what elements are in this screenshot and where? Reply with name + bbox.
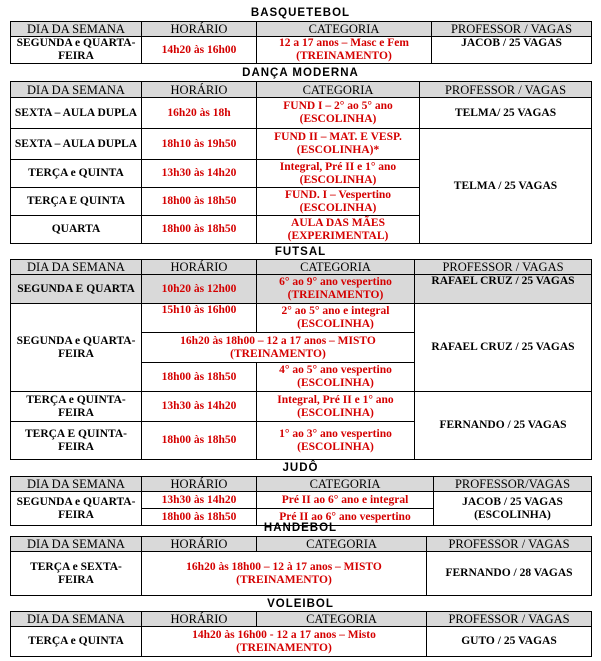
cell-categoria: 4° ao 5° ano vespertino (ESCOLINHA) — [257, 363, 415, 392]
header-categoria: CATEGORIA — [257, 260, 415, 275]
judo-title: JUDÔ — [282, 462, 319, 474]
voleibol-table — [10, 611, 592, 657]
header-horario: HORÁRIO — [142, 612, 257, 627]
header-horario: HORÁRIO — [142, 477, 257, 492]
cell-horario: 10h20 às 12h00 — [142, 275, 257, 304]
cell-professor: RAFAEL CRUZ / 25 VAGAS — [415, 275, 592, 304]
cell-horario: 18h00 às 18h50 — [142, 188, 257, 216]
cell-professor: GUTO / 25 VAGAS — [427, 627, 592, 657]
cell-dia: SEGUNDA E QUARTA — [11, 275, 142, 304]
cell-categoria: 1° ao 3° ano vespertino (ESCOLINHA) — [257, 422, 415, 460]
cell-dia: TERÇA E QUINTA-FEIRA — [11, 422, 142, 460]
voleibol-title: VOLEIBOL — [267, 598, 334, 610]
header-professor: PROFESSOR/VAGAS — [434, 477, 592, 492]
header-professor: PROFESSOR / VAGAS — [427, 537, 592, 552]
handebol-table — [10, 536, 592, 596]
cell-dia: TERÇA e QUINTA — [11, 160, 142, 188]
basquetebol-table — [10, 21, 592, 64]
cell-horario: 18h00 às 18h50 — [142, 509, 257, 526]
cell-dia: TERÇA e QUINTA — [11, 627, 142, 657]
header-dia: DIA DA SEMANA — [11, 537, 142, 552]
cell-categoria: AULA DAS MÃES (EXPERIMENTAL) — [257, 216, 420, 244]
header-horario: HORÁRIO — [142, 537, 257, 552]
header-dia: DIA DA SEMANA — [11, 22, 142, 37]
cell-professor: FERNANDO / 28 VAGAS — [427, 552, 592, 596]
cell-categoria: 2° ao 5° ano e integral (ESCOLINHA) — [257, 304, 415, 333]
header-horario: HORÁRIO — [142, 22, 257, 37]
cell-horario-categoria: 16h20 às 18h00 – 12 a 17 anos – MISTO (TREINAMENTO) — [142, 333, 415, 363]
cell-categoria: Integral, Pré II e 1° ano (ESCOLINHA) — [257, 160, 420, 188]
header-horario: HORÁRIO — [142, 82, 257, 98]
cell-dia: SEGUNDA e QUARTA-FEIRA — [11, 304, 142, 392]
header-dia: DIA DA SEMANA — [11, 612, 142, 627]
basquetebol-title: BASQUETEBOL — [250, 7, 351, 19]
header-professor: PROFESSOR / VAGAS — [415, 260, 592, 275]
cell-categoria: 6° ao 9° ano vespertino (TREINAMENTO) — [257, 275, 415, 304]
cell-horario: 13h30 às 14h20 — [142, 392, 257, 422]
cell-horario: 16h20 às 18h — [142, 98, 257, 129]
cell-dia: SEXTA – AULA DUPLA — [11, 98, 142, 129]
cell-categoria: Pré II ao 6° ano e integral — [257, 492, 434, 509]
judo-table — [10, 476, 592, 526]
header-professor: PROFESSOR / VAGAS — [427, 612, 592, 627]
header-categoria: CATEGORIA — [257, 22, 432, 37]
cell-horario: 13h30 às 14h20 — [142, 160, 257, 188]
cell-horario: 18h00 às 18h50 — [142, 216, 257, 244]
cell-dia: TERÇA E QUINTA — [11, 188, 142, 216]
cell-dia: SEGUNDA e QUARTA-FEIRA — [11, 492, 142, 526]
futsal-table — [10, 259, 592, 460]
cell-professor: FERNANDO / 25 VAGAS — [415, 392, 592, 460]
handebol-title: HANDEBOL — [263, 522, 338, 534]
cell-professor: RAFAEL CRUZ / 25 VAGAS — [415, 304, 592, 392]
danca-table — [10, 81, 592, 244]
cell-horario-categoria: 14h20 às 16h00 - 12 a 17 anos – Misto (TREINAMENTO) — [142, 627, 427, 657]
cell-professor: TELMA / 25 VAGAS — [420, 129, 592, 244]
cell-professor: TELMA/ 25 VAGAS — [420, 98, 592, 129]
header-dia: DIA DA SEMANA — [11, 82, 142, 98]
cell-categoria: FUND. I – Vespertino (ESCOLINHA) — [257, 188, 420, 216]
header-dia: DIA DA SEMANA — [11, 477, 142, 492]
cell-horario: 18h00 às 18h50 — [142, 363, 257, 392]
cell-dia: TERÇA e SEXTA-FEIRA — [11, 552, 142, 596]
cell-professor: JACOB / 25 VAGAS — [432, 37, 592, 64]
cell-horario-categoria: 16h20 às 18h00 – 12 à 17 anos – MISTO (TREINAMENTO) — [142, 552, 427, 596]
cell-categoria: FUND I – 2° ao 5° ano (ESCOLINHA) — [257, 98, 420, 129]
header-categoria: CATEGORIA — [257, 477, 434, 492]
cell-categoria: 12 a 17 anos – Masc e Fem (TREINAMENTO) — [257, 37, 432, 64]
cell-categoria: Pré II ao 6° ano vespertino — [257, 509, 434, 526]
cell-horario: 13h30 às 14h20 — [142, 492, 257, 509]
header-professor: PROFESSOR / VAGAS — [432, 22, 592, 37]
header-professor: PROFESSOR / VAGAS — [420, 82, 592, 98]
header-dia: DIA DA SEMANA — [11, 260, 142, 275]
header-categoria: CATEGORIA — [257, 82, 420, 98]
cell-dia: QUARTA — [11, 216, 142, 244]
cell-categoria: FUND II – MAT. E VESP. (ESCOLINHA)* — [257, 129, 420, 160]
cell-professor: JACOB / 25 VAGAS (ESCOLINHA) — [434, 492, 592, 526]
cell-dia: TERÇA e QUINTA-FEIRA — [11, 392, 142, 422]
header-categoria: CATEGORIA — [257, 537, 427, 552]
cell-horario: 15h10 às 16h00 — [142, 304, 257, 333]
cell-dia: SEGUNDA e QUARTA-FEIRA — [11, 37, 142, 64]
header-categoria: CATEGORIA — [257, 612, 427, 627]
danca-title: DANÇA MODERNA — [242, 67, 359, 79]
header-horario: HORÁRIO — [142, 260, 257, 275]
cell-dia: SEXTA – AULA DUPLA — [11, 129, 142, 160]
cell-horario: 18h10 às 19h50 — [142, 129, 257, 160]
cell-categoria: Integral, Pré II e 1° ano (ESCOLINHA) — [257, 392, 415, 422]
cell-horario: 18h00 às 18h50 — [142, 422, 257, 460]
futsal-title: FUTSAL — [274, 246, 327, 258]
cell-horario: 14h20 às 16h00 — [142, 37, 257, 64]
